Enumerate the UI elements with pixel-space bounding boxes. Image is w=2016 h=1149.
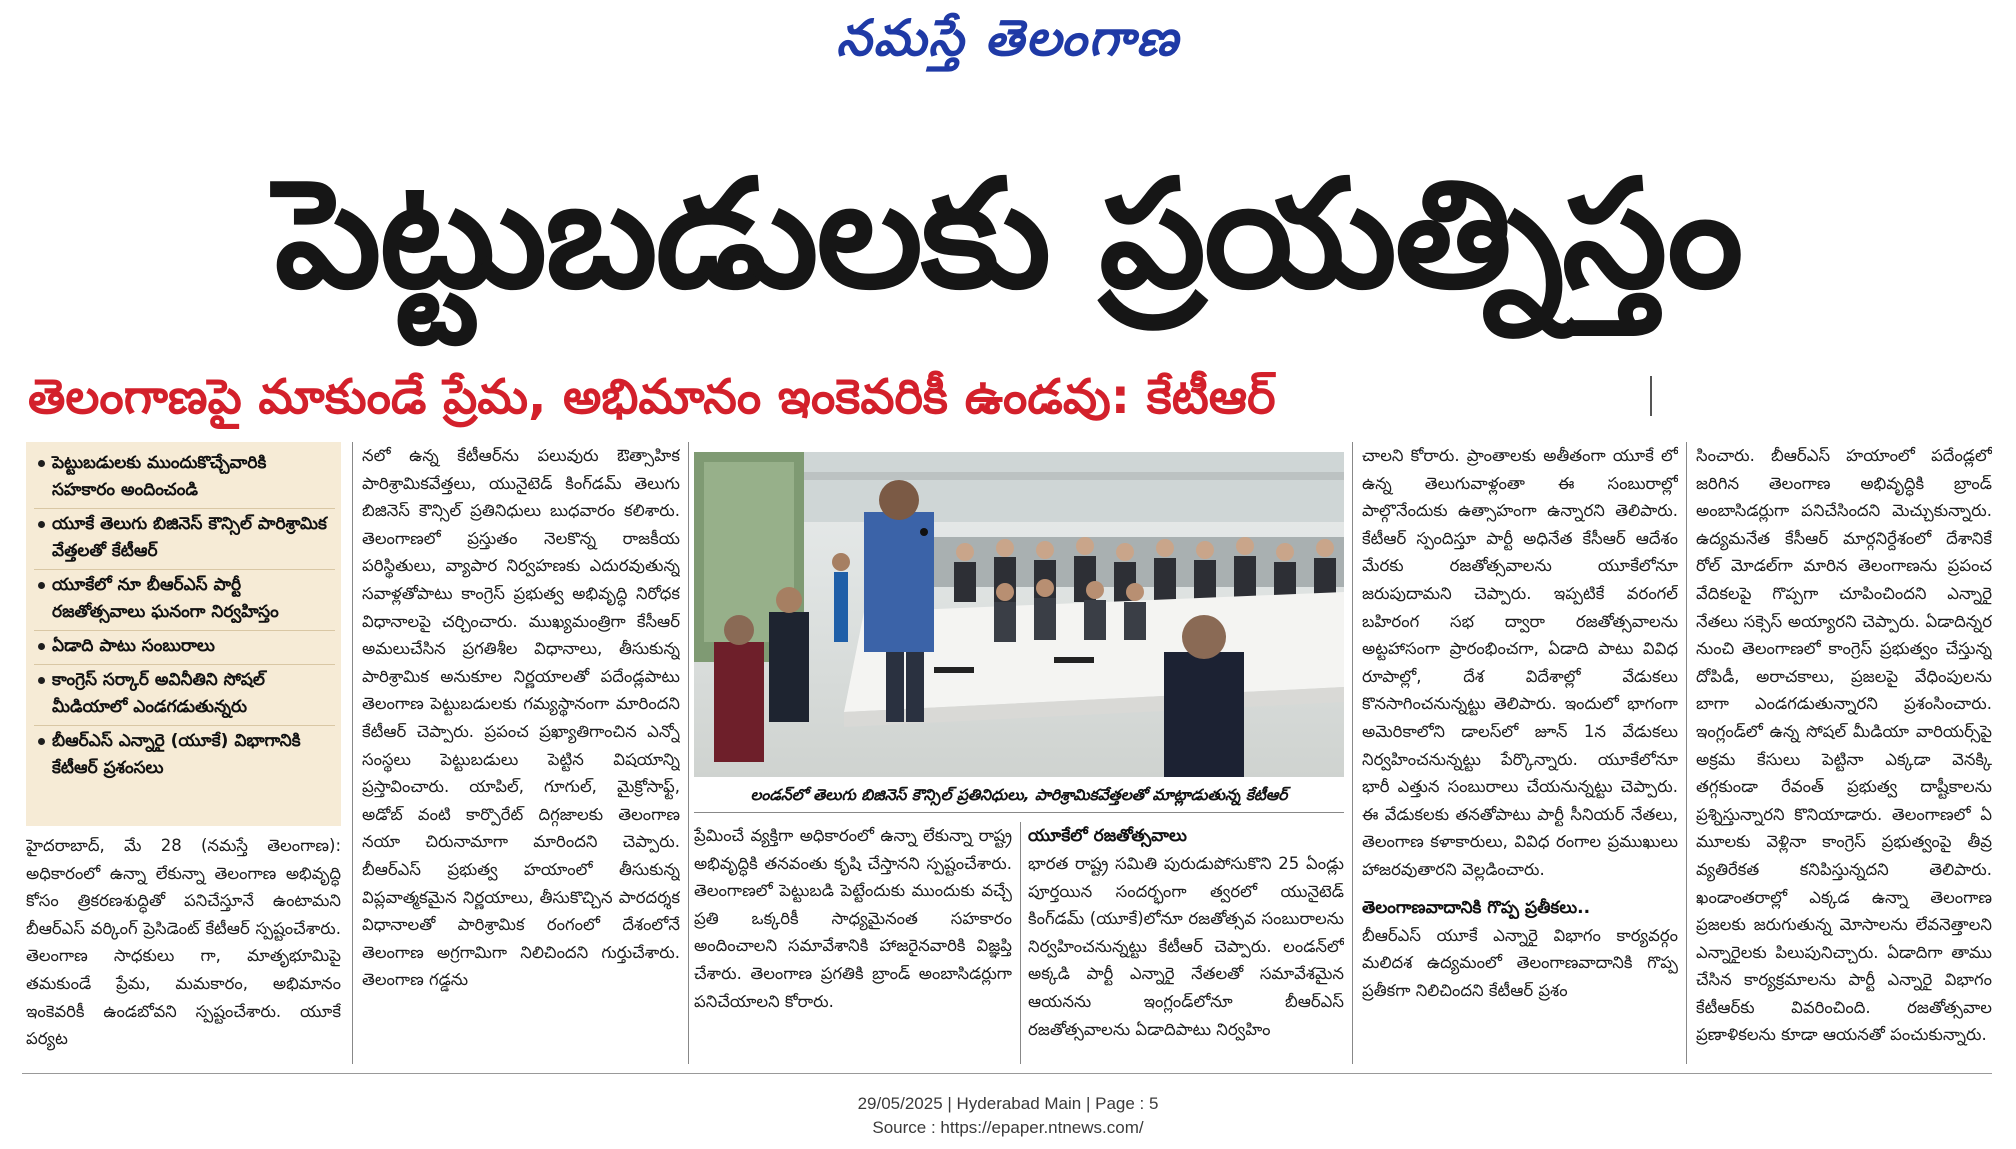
article-column-2 <box>362 442 680 1064</box>
article-text: హైదరాబాద్, మే 28 (నమస్తే తెలంగాణ): అధికారంలో ఉన్నా లేకున్నా తెలంగాణ అభివృద్ధి కోసం త్రికరణశుద్ధితో పనిచేస్తూనే ఉంటామని బీఆర్ఎస్ వర్కింగ్ ప్రెసిడెంట్ కేటీఆర్ స్పష్టంచేశారు. తెలంగాణ సాధకులు గా, మాతృభూమిపై తమకుండే ప్రేమ, మమకారం, అభిమానం ఇంకెవరికీ ఉండబోవని స్పష్టంచేశారు. యూకే పర్యట <box>26 836 341 1049</box>
column-divider <box>1352 442 1353 1064</box>
highlight-item: ఏడాది పాటు సంబురాలు <box>34 631 335 665</box>
article-column-1 <box>26 832 341 1064</box>
article-text: సించారు. బీఆర్ఎస్ హయాంలో పదేండ్లలో జరిగిన తెలంగాణ అభివృద్ధికి బ్రాండ్ అంబాసిడర్లుగా పనిచేసిందని మెచ్చుకున్నారు. ఉద్యమనేత కేసీఆర్ మార్గనిర్దేశంలో దేశానికే రోల్ మోడల్‌గా మారిన తెలంగాణను ప్రపంచ వేదికలపై గొప్పగా చూపించిందని ఎన్నారై నేతలు సక్సెస్ అయ్యారని చెప్పారు. ఏడాదిన్నర నుంచి తెలంగాణలో కాంగ్రెస్ ప్రభుత్వం చేస్తున్న దోపిడీ, అరాచకాలు, ప్రజలపై వేధింపులను బాగా ఎండగడుతున్నారని ప్రశంసించారు. ఇంగ్లండ్‌లో ఉన్న సోషల్ మీడియా వారియర్స్‌పై అక్రమ కేసులు పెట్టినా ఎక్కడా వెనక్కి తగ్గకుండా రేవంత్ ప్రభుత్వ దాష్టీకాలను ప్రశ్నిస్తున్నారని కొనియాడారు. తెలంగాణలో ఏ మూలకు వెళ్లినా కాంగ్రెస్ ప్రభుత్వంపై తీవ్ర వ్యతిరేకత కనిపిస్తున్నదని తెలిపారు. ఖండాంతరాల్లో ఎక్కడ ఉన్నా తెలంగాణ ప్రజలకు జరుగుతున్న మోసాలను లేవనెత్తాలని ఎన్నారైలకు పిలుపునిచ్చారు. ఏడాదిగా తాము చేసిన కార్యక్రమాలను పార్టీ ఎన్నారై విభాగం కేటీఆర్‌కు వివరించింది. రజతోత్సవాల ప్రణాళికలను కూడా ఆయనతో పంచుకున్నారు. <box>1696 446 1992 1045</box>
highlights-list <box>34 448 335 786</box>
column-divider <box>1686 442 1687 1064</box>
article-column-3 <box>694 822 1012 1064</box>
column-divider <box>352 442 353 1064</box>
highlight-item: బీఆర్ఎస్ ఎన్నారై (యూకే) విభాగానికి కేటీఆర్ ప్రశంసలు <box>34 726 335 786</box>
caption-divider <box>694 812 1344 813</box>
highlight-item: పెట్టుబడులకు ముందుకొచ్చేవారికి సహకారం అందించండి <box>34 448 335 509</box>
highlight-item: యూకేలో నూ బీఆర్ఎస్ పార్టీ రజతోత్సవాలు ఘనంగా నిర్వహిస్తం <box>34 570 335 631</box>
highlight-item: యూకే తెలుగు బిజినెస్ కౌన్సిల్ పారిశ్రామిక వేత్తలతో కేటీఆర్ <box>34 509 335 570</box>
article-text: భారత రాష్ట్ర సమితి పురుడుపోసుకొని 25 ఏండ్లు పూర్తయిన సందర్భంగా త్వరలో యునైటెడ్ కింగ్‌డమ్ (యూకే)లోనూ రజతోత్సవ సంబురాలను నిర్వహించనున్నట్టు కేటీఆర్ చెప్పారు. లండన్‌లో అక్కడి పార్టీ ఎన్నారై నేతలతో సమావేశమైన ఆయనను ఇంగ్లండ్‌లోనూ బీఆర్ఎస్ రజతోత్సవాలను ఏడాదిపాటు నిర్వహిం <box>1028 854 1344 1039</box>
masthead-logo: నమస్తే తెలంగాణ <box>836 8 1180 67</box>
article-text: చాలని కోరారు. ప్రాంతాలకు అతీతంగా యూకే లో ఉన్న తెలుగువాళ్లంతా ఈ సంబురాల్లో పాల్గొనేందుకు ఉత్సాహంగా ఉన్నారని తెలిపారు. కేటీఆర్ స్పందిస్తూ పార్టీ అధినేత కేసీఆర్ ఆదేశం మేరకు రజతోత్సవాలను యూకేలోనూ జరుపుదామని చెప్పారు. ఇప్పటికే వరంగల్ బహిరంగ సభ ద్వారా రజతోత్సవాలను అట్టహాసంగా ప్రారంభించగా, ఏడాది పాటు వివిధ రూపాల్లో, దేశ విదేశాల్లో వేడుకలు కొనసాగించనున్నట్టు తెలిపారు. ఇందులో భాగంగా అమెరికాలోని డాలస్‌లో జూన్ 1న వేడుకలు నిర్వహించనున్నట్టు పేర్కొన్నారు. యూకేలోనూ భారీ ఎత్తున సంబురాలు చేయనున్నట్టు చెప్పారు. ఈ వేడుకలకు తనతోపాటు పార్టీ సీనియర్ నేతలు, తెలంగాణ కళాకారులు, వివిధ రంగాల ప్రముఖులు హాజరవుతారని వెల్లడించారు. <box>1362 446 1678 879</box>
photo-caption: లండన్‌లో తెలుగు బిజినెస్ కౌన్సిల్ ప్రతినిధులు, పారిశ్రామికవేత్తలతో మాట్లాడుతున్న కేటీఆర్ <box>750 786 1288 804</box>
edition-info: 29/05/2025 | Hyderabad Main | Page : 5 <box>857 1094 1159 1113</box>
source-link[interactable]: Source : https://epaper.ntnews.com/ <box>872 1118 1144 1137</box>
subheadline-divider <box>1650 376 1652 416</box>
news-photo <box>694 452 1344 777</box>
highlights-box <box>26 442 341 826</box>
article-text: ప్రేమించే వ్యక్తిగా అధికారంలో ఉన్నా లేకున్నా రాష్ట్ర అభివృద్ధికి తనవంతు కృషి చేస్తానని స్పష్టంచేశారు. తెలంగాణలో పెట్టుబడి పెట్టేందుకు ముందుకు వచ్చే ప్రతి ఒక్కరికీ సాధ్యమైనంత సహకారం అందించాలని సమావేశానికి హాజరైనవారికి విజ్ఞప్తి చేశారు. తెలంగాణ ప్రగతికి బ్రాండ్ అంబాసిడర్లుగా పనిచేయాలని కోరారు. <box>694 826 1012 1011</box>
section-heading: తెలంగాణవాదానికి గొప్ప ప్రతీకలు.. <box>1362 897 1591 918</box>
article-column-5 <box>1362 442 1678 1064</box>
article-column-4 <box>1028 822 1344 1064</box>
article-column-6 <box>1696 442 1992 1064</box>
subheadline: తెలంగాణపై మాకుండే ప్రేమ, అభిమానం ఇంకెవరికీ ఉండవు: కేటీఆర్ <box>28 369 1276 425</box>
article-text: నలో ఉన్న కేటీఆర్‌ను పలువురు ఔత్సాహిక పారిశ్రామికవేత్తలు, యునైటెడ్ కింగ్‌డమ్ తెలుగు బిజినెస్ కౌన్సిల్ ప్రతినిధులు బుధవారం కలిశారు. తెలంగాణలో ప్రస్తుతం నెలకొన్న రాజకీయ పరిస్థితులు, వ్యాపార నిర్వహణకు ఎదురవుతున్న సవాళ్లతోపాటు కాంగ్రెస్ ప్రభుత్వ అభివృద్ధి నిరోధక విధానాలపై చర్చించారు. ముఖ్యమంత్రిగా కేసీఆర్ అమలుచేసిన ప్రగతిశీల విధానాలు, తీసుకున్న పారిశ్రామిక అనుకూల నిర్ణయాలతో పదేండ్లపాటు తెలంగాణ పెట్టుబడులకు గమ్యస్థానంగా మారిందని కేటీఆర్ చెప్పారు. ప్రపంచ ప్రఖ్యాతిగాంచిన ఎన్నో సంస్థలు పెట్టుబడులు పెట్టిన విషయాన్ని ప్రస్తావించారు. యాపిల్, గూగుల్, మైక్రోసాఫ్ట్, అడోబ్ వంటి కార్పొరేట్ దిగ్గజాలకు తెలంగాణ నయా చిరునామాగా మారిందని చెప్పారు. బీఆర్ఎస్ ప్రభుత్వ హయాంలో తీసుకున్న విప్లవాత్మకమైన నిర్ణయాలు, తీసుకొచ్చిన పారదర్శక విధానాలతో పారిశ్రామిక రంగంలో దేశంలోనే తెలంగాణ అగ్రగామిగా నిలిచిందని గుర్తుచేశారు. తెలంగాణ గడ్డను <box>362 446 680 990</box>
page-bottom-rule <box>22 1073 1992 1074</box>
section-heading: యూకేలో రజతోత్సవాలు <box>1028 826 1187 846</box>
highlight-item: కాంగ్రెస్ సర్కార్ అవినీతిని సోషల్ మీడియాలో ఎండగడుతున్నరు <box>34 665 335 726</box>
article-text: బీఆర్ఎస్ యూకే ఎన్నారై విభాగం కార్యవర్గం మలిదశ ఉద్యమంలో తెలంగాణవాదానికి గొప్ప ప్రతీకగా నిలిచిందని కేటీఆర్ ప్రశం <box>1362 925 1678 1000</box>
column-divider <box>688 442 689 1064</box>
photo-illustration <box>694 452 1344 777</box>
column-divider <box>1020 822 1021 1064</box>
headline: పెట్టుబడులకు ప్రయత్నిస్తం <box>274 148 1742 322</box>
